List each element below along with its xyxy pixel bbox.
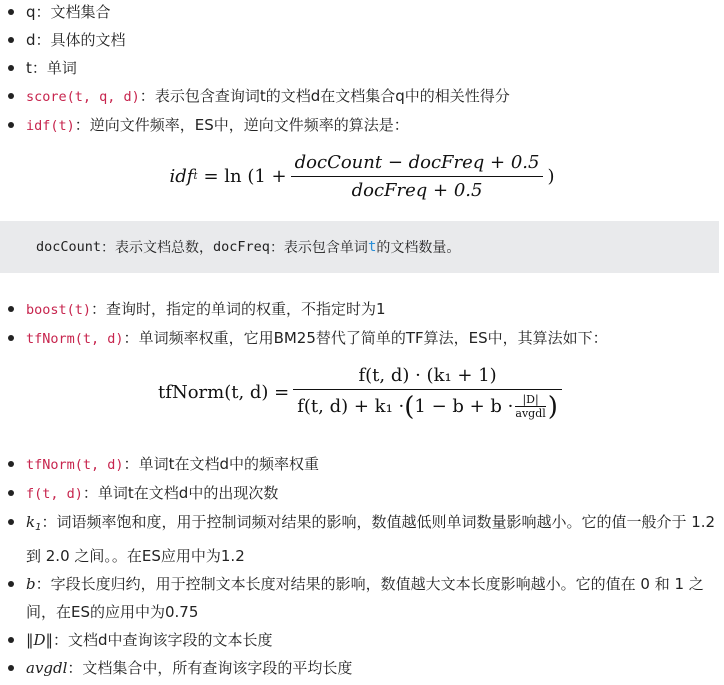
- inline-code: docFreq: [213, 239, 270, 255]
- small-fraction: [515, 393, 545, 420]
- definition: 逆向文件频率，ES中，逆向文件频率的算法是：: [89, 116, 409, 134]
- inline-code: docCount: [36, 239, 102, 255]
- math-subscript: 1: [35, 522, 42, 533]
- list-item-k1: [0, 508, 724, 570]
- list-item-b: [0, 570, 724, 626]
- formula-subscript: t: [193, 171, 198, 182]
- definition: 单词t在文档d中的频率权重: [138, 455, 319, 473]
- separator: ：: [91, 300, 107, 318]
- definition: 单词t在文档d中的出现次数: [97, 484, 279, 502]
- close-paren: ): [547, 391, 558, 422]
- note-block: [0, 221, 719, 273]
- inline-code: boost(t): [26, 302, 92, 318]
- definition: ：字段长度归约，用于控制文本长度对结果的影响，数值越大文本长度影响越小。它的值在 0 和 1 之间，在ES的应用中为0.75: [26, 575, 704, 621]
- term: t: [26, 59, 32, 77]
- list-item-doc-length: [0, 626, 724, 654]
- separator: ：: [35, 31, 51, 49]
- definition: 单词: [46, 59, 77, 77]
- note-text: ：表示包含单词: [269, 240, 368, 256]
- denominator-left: f(t, d) + k₁ ·: [297, 396, 405, 417]
- definition: 查询时，指定的单词的权重，不指定时为1: [106, 300, 386, 318]
- inline-code: f(t, d): [26, 486, 83, 502]
- list-item-t: [0, 54, 724, 82]
- separator: ：: [82, 484, 98, 502]
- note-text: ：表示文档总数，: [101, 240, 214, 256]
- formula-lhs: idf: [169, 166, 194, 187]
- inline-code: tfNorm(t, d): [26, 457, 124, 473]
- definition: 文档集合: [50, 3, 111, 21]
- list-item-tfnorm: [0, 324, 724, 353]
- list-item-boost: [0, 295, 724, 324]
- list-item-f: [0, 479, 724, 508]
- formula-fraction: [293, 365, 562, 420]
- math-symbol: k: [26, 513, 36, 531]
- formula-eq: = ln (1 +: [203, 166, 287, 187]
- denominator-mid: 1 − b + b ·: [414, 396, 514, 417]
- definition: 单词频率权重，它用BM25替代了简单的TF算法，ES中，其算法如下：: [138, 329, 608, 347]
- separator: ：: [31, 59, 47, 77]
- open-paren: (: [404, 391, 415, 422]
- definitions-list-top: [0, 0, 724, 140]
- separator: ：: [35, 3, 51, 21]
- tfnorm-formula: [0, 365, 724, 420]
- idf-formula: [0, 152, 724, 201]
- definition: ：文档集合中，所有查询该字段的平均长度: [67, 659, 353, 677]
- formula-numerator: docCount − docFreq + 0.5: [294, 152, 540, 173]
- inline-code: idf(t): [26, 118, 75, 134]
- formula-lhs: tfNorm(t, d) =: [158, 382, 290, 403]
- math-symbol: avgdl: [26, 659, 68, 677]
- definition: 具体的文档: [50, 31, 126, 49]
- inline-code: t: [367, 239, 377, 255]
- definition: ：文档d中查询该字段的文本长度: [53, 631, 273, 649]
- definition: 表示包含查询词t的文档d在文档集合q中的相关性得分: [154, 87, 510, 105]
- separator: ：: [139, 87, 155, 105]
- math-symbol: b: [26, 575, 36, 593]
- term: d: [26, 31, 36, 49]
- list-item-tfnorm-def: [0, 450, 724, 479]
- list-item-idf: [0, 111, 724, 140]
- formula-fraction: [291, 152, 544, 201]
- small-denominator: avgdl: [515, 407, 546, 420]
- formula-denominator: [293, 390, 562, 420]
- list-item-avgdl: [0, 654, 724, 682]
- separator: ：: [123, 329, 139, 347]
- list-item-q: [0, 0, 724, 26]
- term: q: [26, 3, 36, 21]
- math-symbol: ‖D‖: [26, 631, 54, 649]
- formula-close: ): [547, 166, 555, 187]
- separator: ：: [123, 455, 139, 473]
- inline-code: score(t, q, d): [26, 89, 140, 105]
- list-item-d: [0, 26, 724, 54]
- definition: ：词语频率饱和度，用于控制词频对结果的影响，数值越低则单词数量影响越小。它的值一般介于 1.2 到 2.0 之间。。在ES应用中为1.2: [26, 513, 716, 565]
- formula-denominator: docFreq + 0.5: [351, 180, 483, 201]
- inline-code: tfNorm(t, d): [26, 331, 124, 347]
- note-text: 的文档数量。: [376, 240, 461, 256]
- small-numerator: |D|: [522, 393, 539, 406]
- separator: ：: [74, 116, 90, 134]
- definitions-list-middle: [0, 295, 724, 353]
- list-item-score: [0, 82, 724, 111]
- formula-numerator: f(t, d) · (k₁ + 1): [358, 365, 497, 386]
- definitions-list-bottom: [0, 450, 724, 682]
